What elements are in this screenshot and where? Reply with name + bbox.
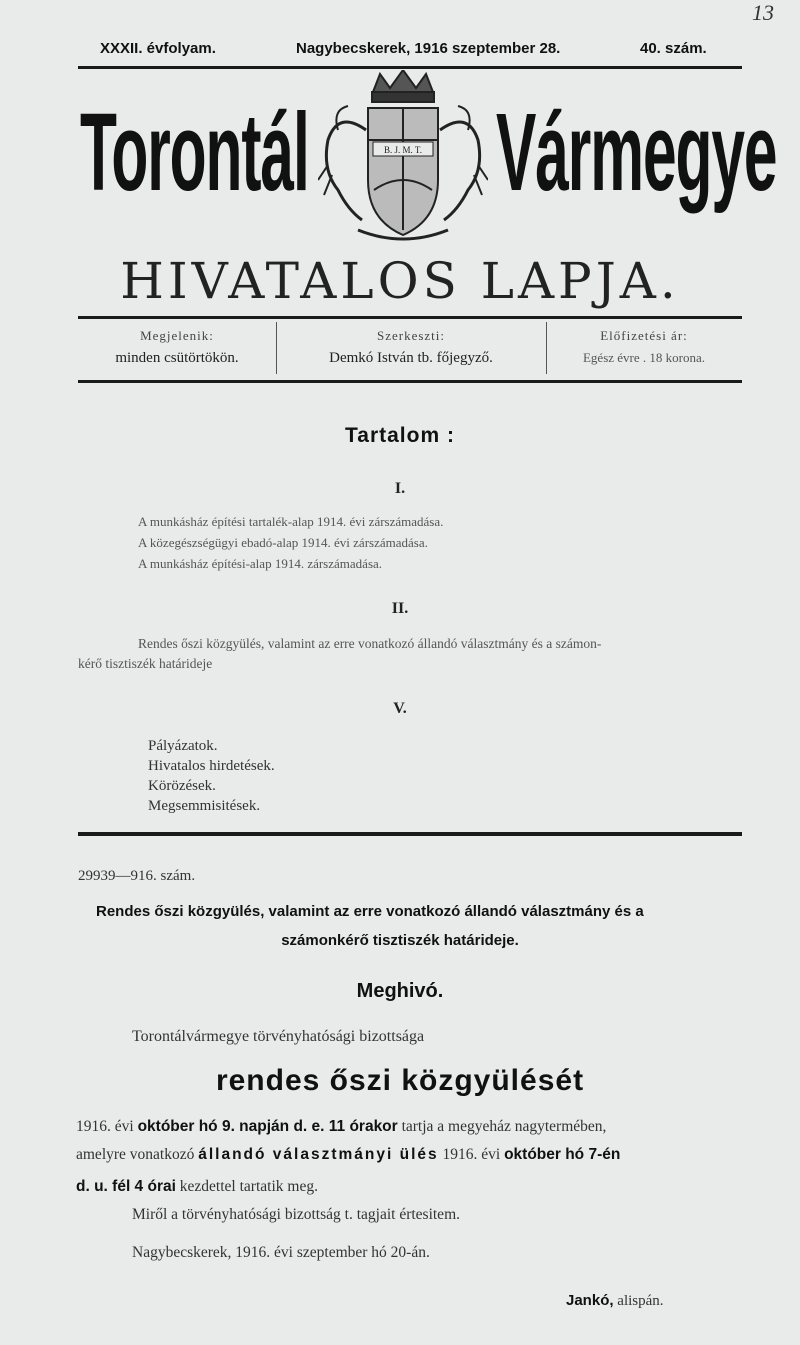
toc-item: Pályázatok.	[148, 738, 218, 754]
toc-item: Rendes őszi közgyülés, valamint az erre vonatkozó állandó választmány és a számon-	[138, 636, 602, 651]
toc-item: A munkásház építési tartalék-alap 1914. évi zárszámadása.	[138, 514, 444, 529]
subtitle-rule-top	[78, 316, 742, 319]
publication-info-bar	[78, 322, 742, 374]
appears-label: Megjelenik:	[140, 328, 214, 343]
paragraph-line-3	[76, 1178, 318, 1196]
masthead-word-left: Torontál	[80, 91, 309, 214]
toc-item: Körözések.	[148, 778, 216, 794]
paragraph-line-1	[76, 1118, 606, 1136]
text-run: tartja a megyeház nagytermében,	[397, 1118, 607, 1135]
issue-number-label: 40. szám.	[640, 40, 707, 57]
article-number: 29939—916. szám.	[78, 868, 196, 884]
place-date-label: Nagybecskerek, 1916 szeptember 28.	[296, 40, 561, 57]
appears-value: minden csütörtökön.	[115, 350, 239, 366]
toc-item: A közegészségügyi ebadó-alap 1914. évi zárszámadása.	[138, 535, 428, 550]
toc-section-numeral-2: II.	[391, 600, 409, 617]
editor-label: Szerkeszti:	[376, 328, 446, 343]
date-time-emphasis: október hó 9. napján d. e. 11 órakor	[137, 1118, 398, 1135]
toc-item: Hivatalos hirdetések.	[148, 758, 275, 774]
appears-column	[78, 328, 276, 367]
meeting-date-emphasis: október hó 7-én	[504, 1146, 621, 1163]
signature	[566, 1292, 664, 1310]
toc-section-numeral-5: V.	[393, 700, 407, 717]
toc-item: A munkásház építési-alap 1914. zárszámadása.	[138, 556, 383, 571]
coat-of-arms-emblem	[318, 70, 488, 245]
notification-line: Miről a törvényhatósági bizottság t. tagjait értesitem.	[132, 1206, 460, 1223]
signature-title: alispán.	[613, 1293, 664, 1309]
text-run: kezdettel tartatik meg.	[175, 1178, 318, 1195]
text-run: 1916. évi	[438, 1146, 505, 1163]
volume-label: XXXII. évfolyam.	[100, 40, 216, 57]
toc-title: Tartalom :	[345, 424, 455, 447]
toc-item: Megsemmisitések.	[148, 798, 261, 814]
masthead-word-right: Vármegye	[496, 91, 777, 214]
toc-section-numeral-1: I.	[394, 480, 406, 497]
publication-subtitle: HIVATALOS LAPJA.	[120, 252, 680, 310]
assembly-title: rendes őszi közgyülését	[215, 1064, 585, 1097]
dateline: Nagybecskerek, 1916. évi szeptember hó 20-án.	[132, 1244, 430, 1261]
start-time-emphasis: d. u. fél 4 órai	[76, 1178, 176, 1195]
info-bar-rule-bottom	[78, 380, 742, 383]
signature-name: Jankó,	[566, 1292, 614, 1309]
editor-value: Demkó István tb. főjegyző.	[329, 350, 493, 366]
text-run: 1916. évi	[76, 1118, 138, 1135]
invitation-title: Meghivó.	[356, 980, 444, 1002]
editor-column	[276, 328, 546, 367]
price-column	[546, 328, 742, 366]
committee-meeting-emphasis: állandó választmányi ülés	[198, 1146, 439, 1163]
header-rule	[78, 66, 742, 69]
corner-page-mark: 13	[752, 0, 774, 25]
toc-item: kérő tisztiszék határideje	[78, 656, 213, 671]
price-label: Előfizetési ár:	[600, 328, 688, 343]
price-value: Egész évre . 18 korona.	[582, 350, 705, 365]
crest-inscription: B. J. M. T.	[384, 145, 422, 155]
committee-line: Torontálvármegye törvényhatósági bizottsága	[132, 1028, 425, 1045]
issue-header-line	[80, 40, 740, 62]
article-heading-line-1: Rendes őszi közgyülés, valamint az erre vonatkozó állandó választmány és a	[96, 903, 644, 920]
text-run: amelyre vonatkozó	[76, 1146, 199, 1163]
article-heading-line-2: számonkérő tisztiszék határideje.	[281, 932, 519, 949]
toc-end-rule	[78, 832, 742, 836]
paragraph-line-2	[76, 1146, 620, 1164]
